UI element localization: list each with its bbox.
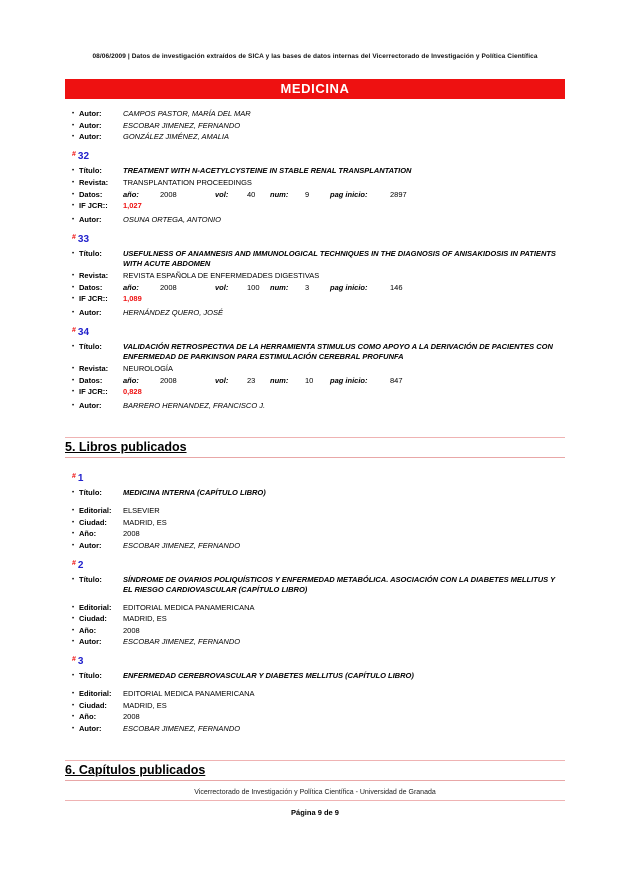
hash-mark: # bbox=[72, 327, 76, 334]
section-banner bbox=[65, 79, 565, 99]
field-label-autor: Autor: bbox=[79, 132, 102, 141]
field-row-datos bbox=[65, 376, 565, 386]
hash-mark: # bbox=[72, 559, 76, 567]
sub-label-anio: año: bbox=[123, 375, 139, 385]
field-row-editorial bbox=[65, 689, 565, 699]
datos-vol: 23 bbox=[247, 375, 256, 385]
publisher-name: EDITORIAL MEDICA PANAMERICANA bbox=[123, 602, 255, 612]
page-number: Página 9 de 9 bbox=[291, 808, 339, 817]
hash-mark: # bbox=[72, 234, 76, 241]
bullet-icon: • bbox=[72, 542, 75, 549]
field-label-datos: Datos: bbox=[79, 375, 103, 385]
datos-values bbox=[123, 190, 565, 200]
footer-organization: Vicerrectorado de Investigación y Política Científica - Universidad de Granada bbox=[194, 789, 436, 796]
field-label-revista: Revista: bbox=[79, 271, 109, 280]
author-name: ESCOBAR JIMENEZ, FERNANDO bbox=[123, 540, 241, 550]
if-jcr-value: 1,027 bbox=[123, 201, 142, 210]
sub-label-vol: vol: bbox=[215, 189, 229, 199]
field-row-ciudad bbox=[65, 518, 565, 528]
hash-mark: # bbox=[72, 473, 76, 480]
datos-year: 2008 bbox=[160, 282, 177, 292]
bullet-icon: • bbox=[72, 389, 75, 395]
city-value: MADRID, ES bbox=[123, 517, 167, 527]
entry-number bbox=[65, 325, 565, 338]
journal-name: NEUROLOGÍA bbox=[123, 364, 174, 373]
entry-number-value: 3 bbox=[77, 656, 84, 667]
author-name: ESCOBAR JIMENEZ, FERNANDO bbox=[123, 637, 241, 646]
bullet-icon: • bbox=[72, 702, 75, 709]
sub-label-anio: año: bbox=[123, 189, 139, 199]
field-row-anio bbox=[65, 626, 565, 636]
sub-label-pag-inicio: pag inicio: bbox=[330, 282, 368, 292]
field-label-autor: Autor: bbox=[79, 401, 102, 410]
entry-number-value: 2 bbox=[77, 559, 84, 571]
sub-label-pag-inicio: pag inicio: bbox=[330, 189, 368, 199]
sub-label-num: num: bbox=[270, 189, 289, 199]
section-heading-libros bbox=[65, 437, 565, 458]
article-title: VALIDACIÓN RETROSPECTIVA DE LA HERRAMIENTA STIMULUS COMO APOYO A LA DERIVACIÓN DE PACIENTES CON ENFERMEDAD DE PARKINSON PARA ESTIMULACIÓN CEREBRAL PROFUNFA bbox=[123, 342, 553, 361]
field-row-autor bbox=[65, 308, 565, 318]
datos-vol: 100 bbox=[247, 282, 260, 292]
bullet-icon: • bbox=[72, 122, 75, 129]
entry-number-value: 34 bbox=[77, 327, 90, 338]
datos-num: 9 bbox=[305, 189, 310, 199]
document-content bbox=[65, 109, 565, 794]
bullet-icon: • bbox=[72, 673, 75, 679]
field-row-autor bbox=[65, 132, 565, 142]
field-label-autor: Autor: bbox=[79, 540, 102, 550]
sub-label-pag-inicio: pag inicio: bbox=[330, 375, 368, 385]
journal-name: REVISTA ESPAÑOLA DE ENFERMEDADES DIGESTIVAS bbox=[123, 271, 320, 280]
field-row-datos bbox=[65, 190, 565, 200]
city-value: MADRID, ES bbox=[123, 614, 167, 623]
section-heading-text: 6. Capítulos publicados bbox=[65, 762, 206, 777]
sub-label-anio: año: bbox=[123, 282, 139, 292]
field-row-titulo bbox=[65, 342, 565, 362]
section-heading-capitulos bbox=[65, 760, 565, 781]
field-label-datos: Datos: bbox=[79, 282, 103, 292]
field-label-autor: Autor: bbox=[79, 637, 102, 646]
datos-values bbox=[123, 376, 565, 386]
field-row-autor bbox=[65, 724, 565, 734]
bullet-icon: • bbox=[72, 180, 75, 186]
city-value: MADRID, ES bbox=[123, 700, 167, 710]
article-title: USEFULNESS OF ANAMNESIS AND IMMUNOLOGICAL TECHNIQUES IN THE DIAGNOSIS OF ANISAKIDOSIS IN PATIENTS WITH ACUTE ABDOMEN bbox=[123, 249, 556, 268]
book-entry bbox=[65, 558, 565, 648]
field-label-editorial: Editorial: bbox=[79, 602, 112, 612]
field-label-autor: Autor: bbox=[79, 723, 102, 733]
bullet-icon: • bbox=[72, 203, 75, 209]
bullet-icon: • bbox=[72, 531, 75, 537]
field-row-autor bbox=[65, 215, 565, 225]
field-row-autor bbox=[65, 637, 565, 647]
bullet-icon: • bbox=[72, 616, 75, 622]
field-label-anio: Año: bbox=[79, 529, 97, 538]
field-label-titulo: Título: bbox=[79, 574, 102, 584]
bullet-icon: • bbox=[72, 134, 75, 140]
publisher-name: EDITORIAL MEDICA PANAMERICANA bbox=[123, 689, 255, 698]
datos-num: 10 bbox=[305, 375, 314, 385]
year-value: 2008 bbox=[123, 529, 140, 538]
entry-number bbox=[65, 471, 565, 484]
header-note: 08/06/2009 | Datos de investigación extraídos de SICA y las bases de datos internas del Vicerrectorado de Investigación y Política Científica bbox=[92, 53, 538, 60]
bullet-icon: • bbox=[72, 490, 75, 496]
field-label-autor: Autor: bbox=[79, 109, 102, 118]
field-row-ifjcr bbox=[65, 387, 565, 397]
field-label-revista: Revista: bbox=[79, 364, 109, 373]
field-label-autor: Autor: bbox=[79, 215, 102, 224]
author-name: OSUNA ORTEGA, ANTONIO bbox=[123, 215, 221, 224]
bullet-icon: • bbox=[72, 296, 75, 302]
bullet-icon: • bbox=[72, 508, 75, 514]
bullet-icon: • bbox=[72, 251, 75, 257]
book-title: MEDICINA INTERNA (CAPÍTULO LIBRO) bbox=[123, 488, 266, 497]
sub-label-vol: vol: bbox=[215, 282, 229, 292]
field-label-titulo: Título: bbox=[79, 166, 102, 175]
field-label-autor: Autor: bbox=[79, 120, 102, 130]
field-row-ifjcr bbox=[65, 201, 565, 211]
book-title: SÍNDROME DE OVARIOS POLIQUÍSTICOS Y ENFERMEDAD METABÓLICA. ASOCIACIÓN CON LA DIABETES MELLITUS Y EL RIESGO CARDIOVASCULAR (CAPÍTULO LIBRO) bbox=[123, 574, 555, 594]
field-label-ifjcr: IF JCR:: bbox=[79, 294, 108, 303]
field-row-anio bbox=[65, 712, 565, 722]
if-jcr-value: 0,828 bbox=[123, 387, 142, 396]
bullet-icon: • bbox=[72, 627, 75, 634]
field-label-ciudad: Ciudad: bbox=[79, 700, 107, 710]
entry-number bbox=[65, 654, 565, 667]
field-label-datos: Datos: bbox=[79, 189, 103, 199]
bullet-icon: • bbox=[72, 310, 75, 316]
author-name: CAMPOS PASTOR, MARÍA DEL MAR bbox=[123, 109, 251, 118]
entry-number-value: 1 bbox=[77, 473, 84, 484]
entry-number bbox=[65, 149, 565, 162]
field-row-titulo bbox=[65, 166, 565, 176]
bullet-icon: • bbox=[72, 111, 75, 117]
field-label-anio: Año: bbox=[79, 712, 97, 721]
field-row-autor bbox=[65, 121, 565, 131]
datos-num: 3 bbox=[305, 282, 310, 292]
entry-number bbox=[65, 232, 565, 245]
datos-values bbox=[123, 283, 565, 293]
datos-pag-inicio: 146 bbox=[390, 282, 403, 292]
field-label-titulo: Título: bbox=[79, 342, 102, 351]
field-label-ifjcr: IF JCR:: bbox=[79, 201, 108, 210]
article-title: TREATMENT WITH N-ACETYLCYSTEINE IN STABLE RENAL TRANSPLANTATION bbox=[123, 166, 412, 175]
field-row-titulo bbox=[65, 488, 565, 498]
bullet-icon: • bbox=[72, 519, 75, 526]
entry-number bbox=[65, 558, 565, 571]
entry-number-value: 32 bbox=[77, 151, 90, 162]
bullet-icon: • bbox=[72, 691, 75, 697]
field-row-titulo bbox=[65, 249, 565, 269]
bullet-icon: • bbox=[72, 168, 75, 174]
author-name: ESCOBAR JIMENEZ, FERNANDO bbox=[123, 723, 241, 733]
field-row-revista bbox=[65, 178, 565, 188]
bullet-icon: • bbox=[72, 273, 75, 279]
field-row-ciudad bbox=[65, 701, 565, 711]
bullet-icon: • bbox=[72, 344, 75, 350]
datos-pag-inicio: 847 bbox=[390, 375, 403, 385]
hash-mark: # bbox=[72, 656, 76, 663]
field-label-titulo: Título: bbox=[79, 249, 102, 258]
author-name: ESCOBAR JIMENEZ, FERNANDO bbox=[123, 120, 241, 130]
field-row-titulo bbox=[65, 671, 565, 681]
field-label-ifjcr: IF JCR:: bbox=[79, 387, 108, 396]
field-row-ciudad bbox=[65, 614, 565, 624]
book-entry bbox=[65, 654, 565, 734]
article-entry bbox=[65, 149, 565, 225]
bullet-icon: • bbox=[72, 604, 75, 611]
page-footer bbox=[65, 789, 565, 817]
author-name: HERNÁNDEZ QUERO, JOSÉ bbox=[123, 308, 224, 317]
sub-label-num: num: bbox=[270, 375, 289, 385]
field-label-revista: Revista: bbox=[79, 178, 109, 187]
publisher-name: ELSEVIER bbox=[123, 506, 160, 515]
if-jcr-value: 1,089 bbox=[123, 294, 142, 303]
bullet-icon: • bbox=[72, 217, 75, 223]
sub-label-vol: vol: bbox=[215, 375, 229, 385]
field-label-titulo: Título: bbox=[79, 671, 102, 680]
field-row-datos bbox=[65, 283, 565, 293]
field-row-revista bbox=[65, 364, 565, 374]
field-row-anio bbox=[65, 529, 565, 539]
article-entry bbox=[65, 325, 565, 411]
field-label-anio: Año: bbox=[79, 625, 97, 635]
field-row-ifjcr bbox=[65, 294, 565, 304]
field-row-autor bbox=[65, 541, 565, 551]
bullet-icon: • bbox=[72, 366, 75, 372]
bullet-icon: • bbox=[72, 191, 75, 198]
datos-pag-inicio: 2897 bbox=[390, 189, 407, 199]
field-label-ciudad: Ciudad: bbox=[79, 517, 107, 527]
sub-label-num: num: bbox=[270, 282, 289, 292]
book-entry bbox=[65, 471, 565, 551]
datos-vol: 40 bbox=[247, 189, 256, 199]
field-label-autor: Autor: bbox=[79, 308, 102, 317]
field-label-editorial: Editorial: bbox=[79, 506, 112, 515]
footer-divider bbox=[65, 800, 565, 801]
author-name: GONZÁLEZ JIMÉNEZ, AMALIA bbox=[123, 132, 229, 141]
year-value: 2008 bbox=[123, 625, 140, 635]
hash-mark: # bbox=[72, 151, 76, 158]
entry-number-value: 33 bbox=[77, 234, 90, 245]
field-row-titulo bbox=[65, 575, 565, 595]
article-entry bbox=[65, 232, 565, 318]
field-row-editorial bbox=[65, 603, 565, 613]
banner-title: MEDICINA bbox=[280, 81, 350, 96]
bullet-icon: • bbox=[72, 714, 75, 720]
book-title: ENFERMEDAD CEREBROVASCULAR Y DIABETES MELLITUS (CAPÍTULO LIBRO) bbox=[123, 671, 414, 680]
section-heading-text: 5. Libros publicados bbox=[65, 440, 187, 454]
bullet-icon: • bbox=[72, 377, 75, 384]
field-row-autor bbox=[65, 109, 565, 119]
journal-name: TRANSPLANTATION PROCEEDINGS bbox=[123, 178, 252, 187]
field-row-revista bbox=[65, 271, 565, 281]
field-label-ciudad: Ciudad: bbox=[79, 614, 107, 623]
bullet-icon: • bbox=[72, 403, 75, 409]
datos-year: 2008 bbox=[160, 189, 177, 199]
field-label-titulo: Título: bbox=[79, 488, 102, 497]
field-row-autor bbox=[65, 401, 565, 411]
field-row-editorial bbox=[65, 506, 565, 516]
author-name: BARRERO HERNANDEZ, FRANCISCO J. bbox=[123, 401, 266, 410]
bullet-icon: • bbox=[72, 639, 75, 645]
field-label-editorial: Editorial: bbox=[79, 689, 112, 698]
year-value: 2008 bbox=[123, 712, 140, 721]
bullet-icon: • bbox=[72, 725, 75, 732]
datos-year: 2008 bbox=[160, 375, 177, 385]
bullet-icon: • bbox=[72, 284, 75, 291]
bullet-icon: • bbox=[72, 576, 75, 583]
